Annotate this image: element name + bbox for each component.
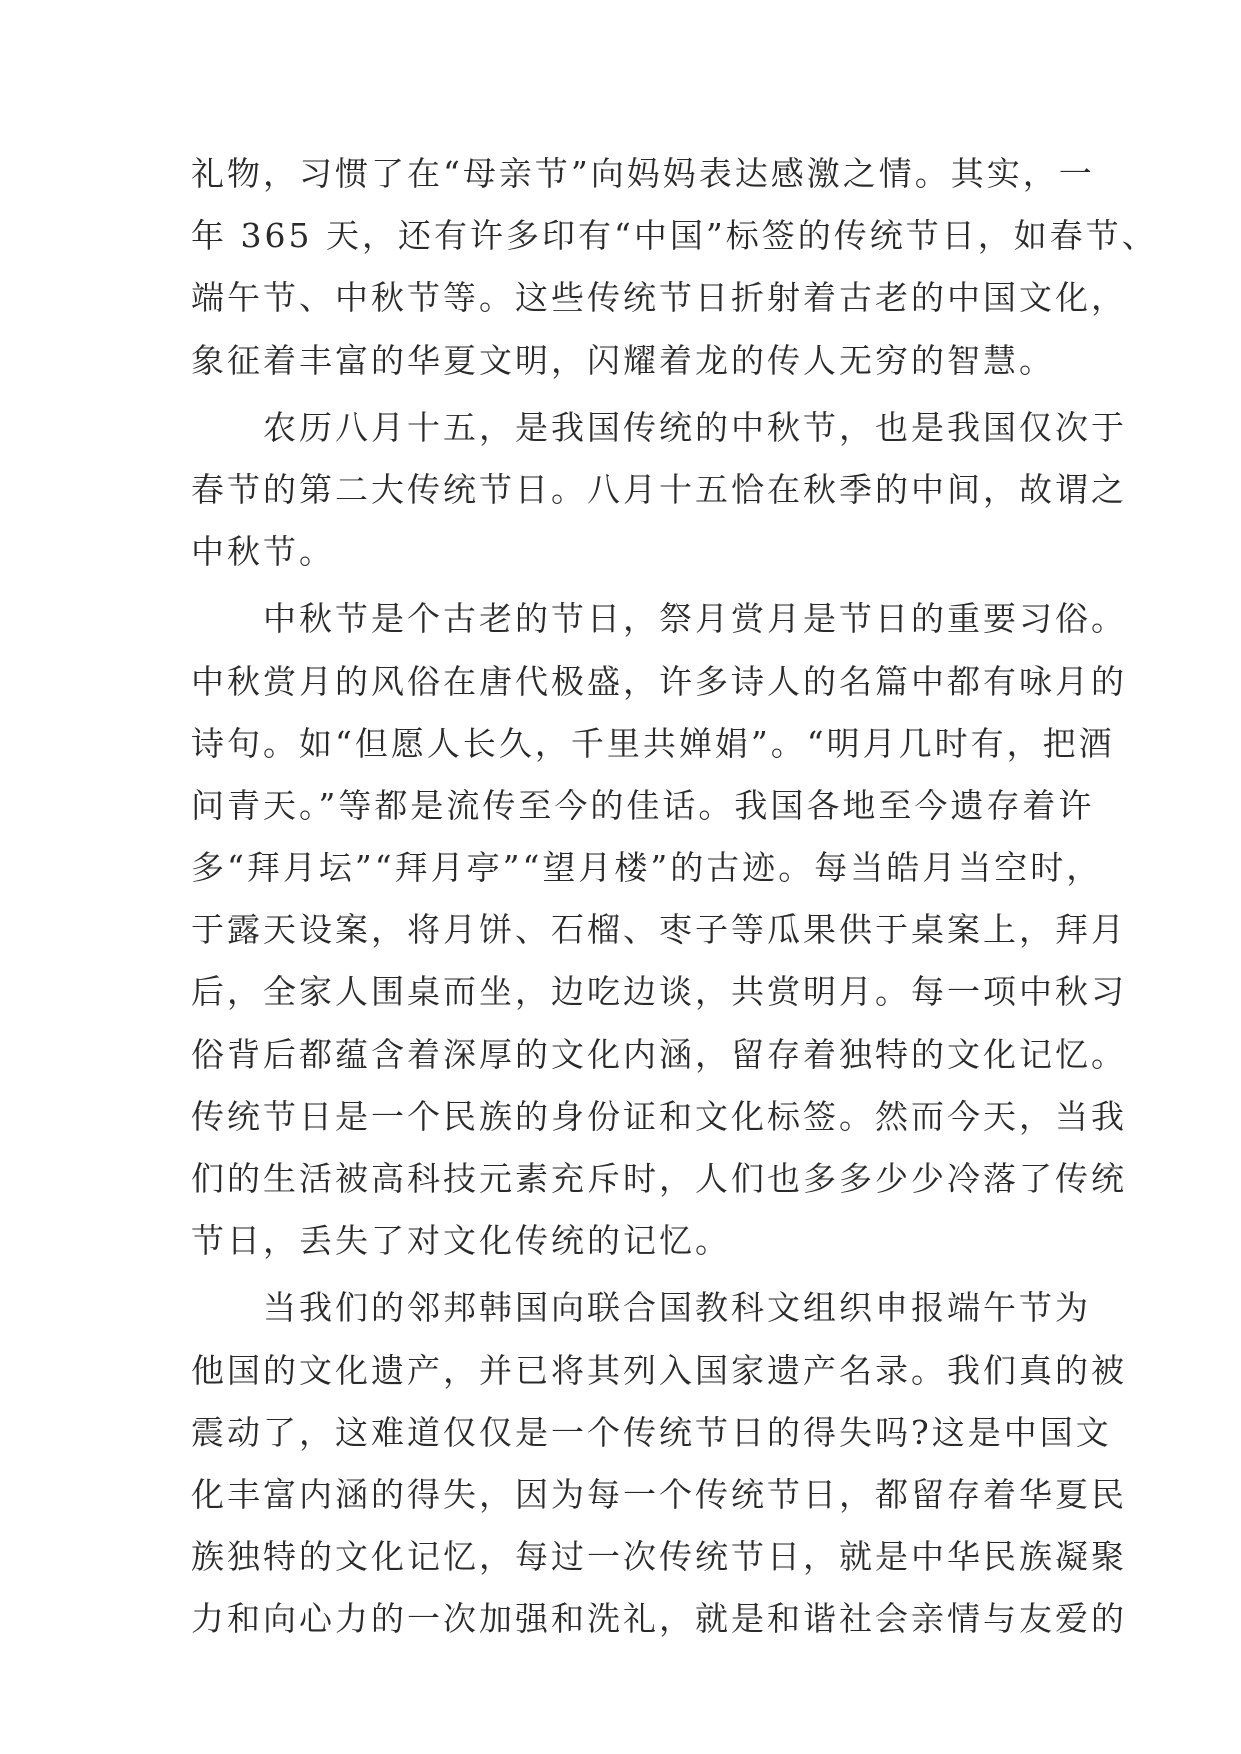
paragraph-start-line: 中秋节是个古老的节日，祭月赏月是节日的重要习俗。 — [191, 599, 1127, 639]
text-line: 化丰富内涵的得失，因为每一个传统节日，都留存着华夏民 — [191, 1474, 1127, 1514]
paragraph-start-line: 农历八月十五，是我国传统的中秋节，也是我国仅次于 — [191, 407, 1127, 447]
text-line: 俗背后都蕴含着深厚的文化内涵，留存着独特的文化记忆。 — [191, 1034, 1127, 1074]
text-line: 礼物，习惯了在“母亲节”向妈妈表达感激之情。其实，一 — [191, 154, 1095, 193]
text-line: 端午节、中秋节等。这些传统节日折射着古老的中国文化， — [191, 278, 1127, 318]
text-line: 象征着丰富的华夏文明，闪耀着龙的传人无穷的智慧。 — [191, 340, 1055, 380]
text-line: 族独特的文化记忆，每过一次传统节日，就是中华民族凝聚 — [191, 1537, 1127, 1577]
text-line: 诗句。如“但愿人长久，千里共婵娟”。“明月几时有，把酒 — [191, 723, 1115, 763]
text-line: 于露天设案，将月饼、石榴、枣子等瓜果供于桌案上，拜月 — [191, 910, 1127, 950]
text-line: 多“拜月坛”“拜月亭”“望月楼”的古迹。每当皓月当空时， — [191, 848, 1103, 888]
text-line: 震动了，这难道仅仅是一个传统节日的得失吗?这是中国文 — [191, 1412, 1112, 1452]
text-line: 中秋赏月的风俗在唐代极盛，许多诗人的名篇中都有咏月的 — [191, 661, 1127, 701]
text-line: 力和向心力的一次加强和洗礼，就是和谐社会亲情与友爱的 — [191, 1599, 1127, 1639]
text-line: 们的生活被高科技元素充斥时，人们也多多少少冷落了传统 — [191, 1159, 1127, 1198]
text-line: 问青天。”等都是流传至今的佳话。我国各地至今遗存着许 — [191, 785, 1095, 825]
text-line: 传统节日是一个民族的身份证和文化标签。然而今天，当我 — [191, 1096, 1127, 1136]
text-line: 后，全家人围桌而坐，边吃边谈，共赏明月。每一项中秋习 — [191, 972, 1127, 1012]
text-line: 他国的文化遗产，并已将其列入国家遗产名录。我们真的被 — [191, 1350, 1127, 1390]
body-text — [191, 143, 1158, 1651]
paragraph-start-line: 当我们的邻邦韩国向联合国教科文组织申报端午节为 — [191, 1288, 1091, 1328]
text-line: 年 365 天，还有许多印有“中国”标签的传统节日，如春节、 — [191, 216, 1158, 256]
text-line: 春节的第二大传统节日。八月十五恰在秋季的中间，故谓之 — [191, 469, 1127, 509]
text-line: 节日，丢失了对文化传统的记忆。 — [191, 1221, 731, 1261]
text-line: 中秋节。 — [191, 532, 335, 572]
